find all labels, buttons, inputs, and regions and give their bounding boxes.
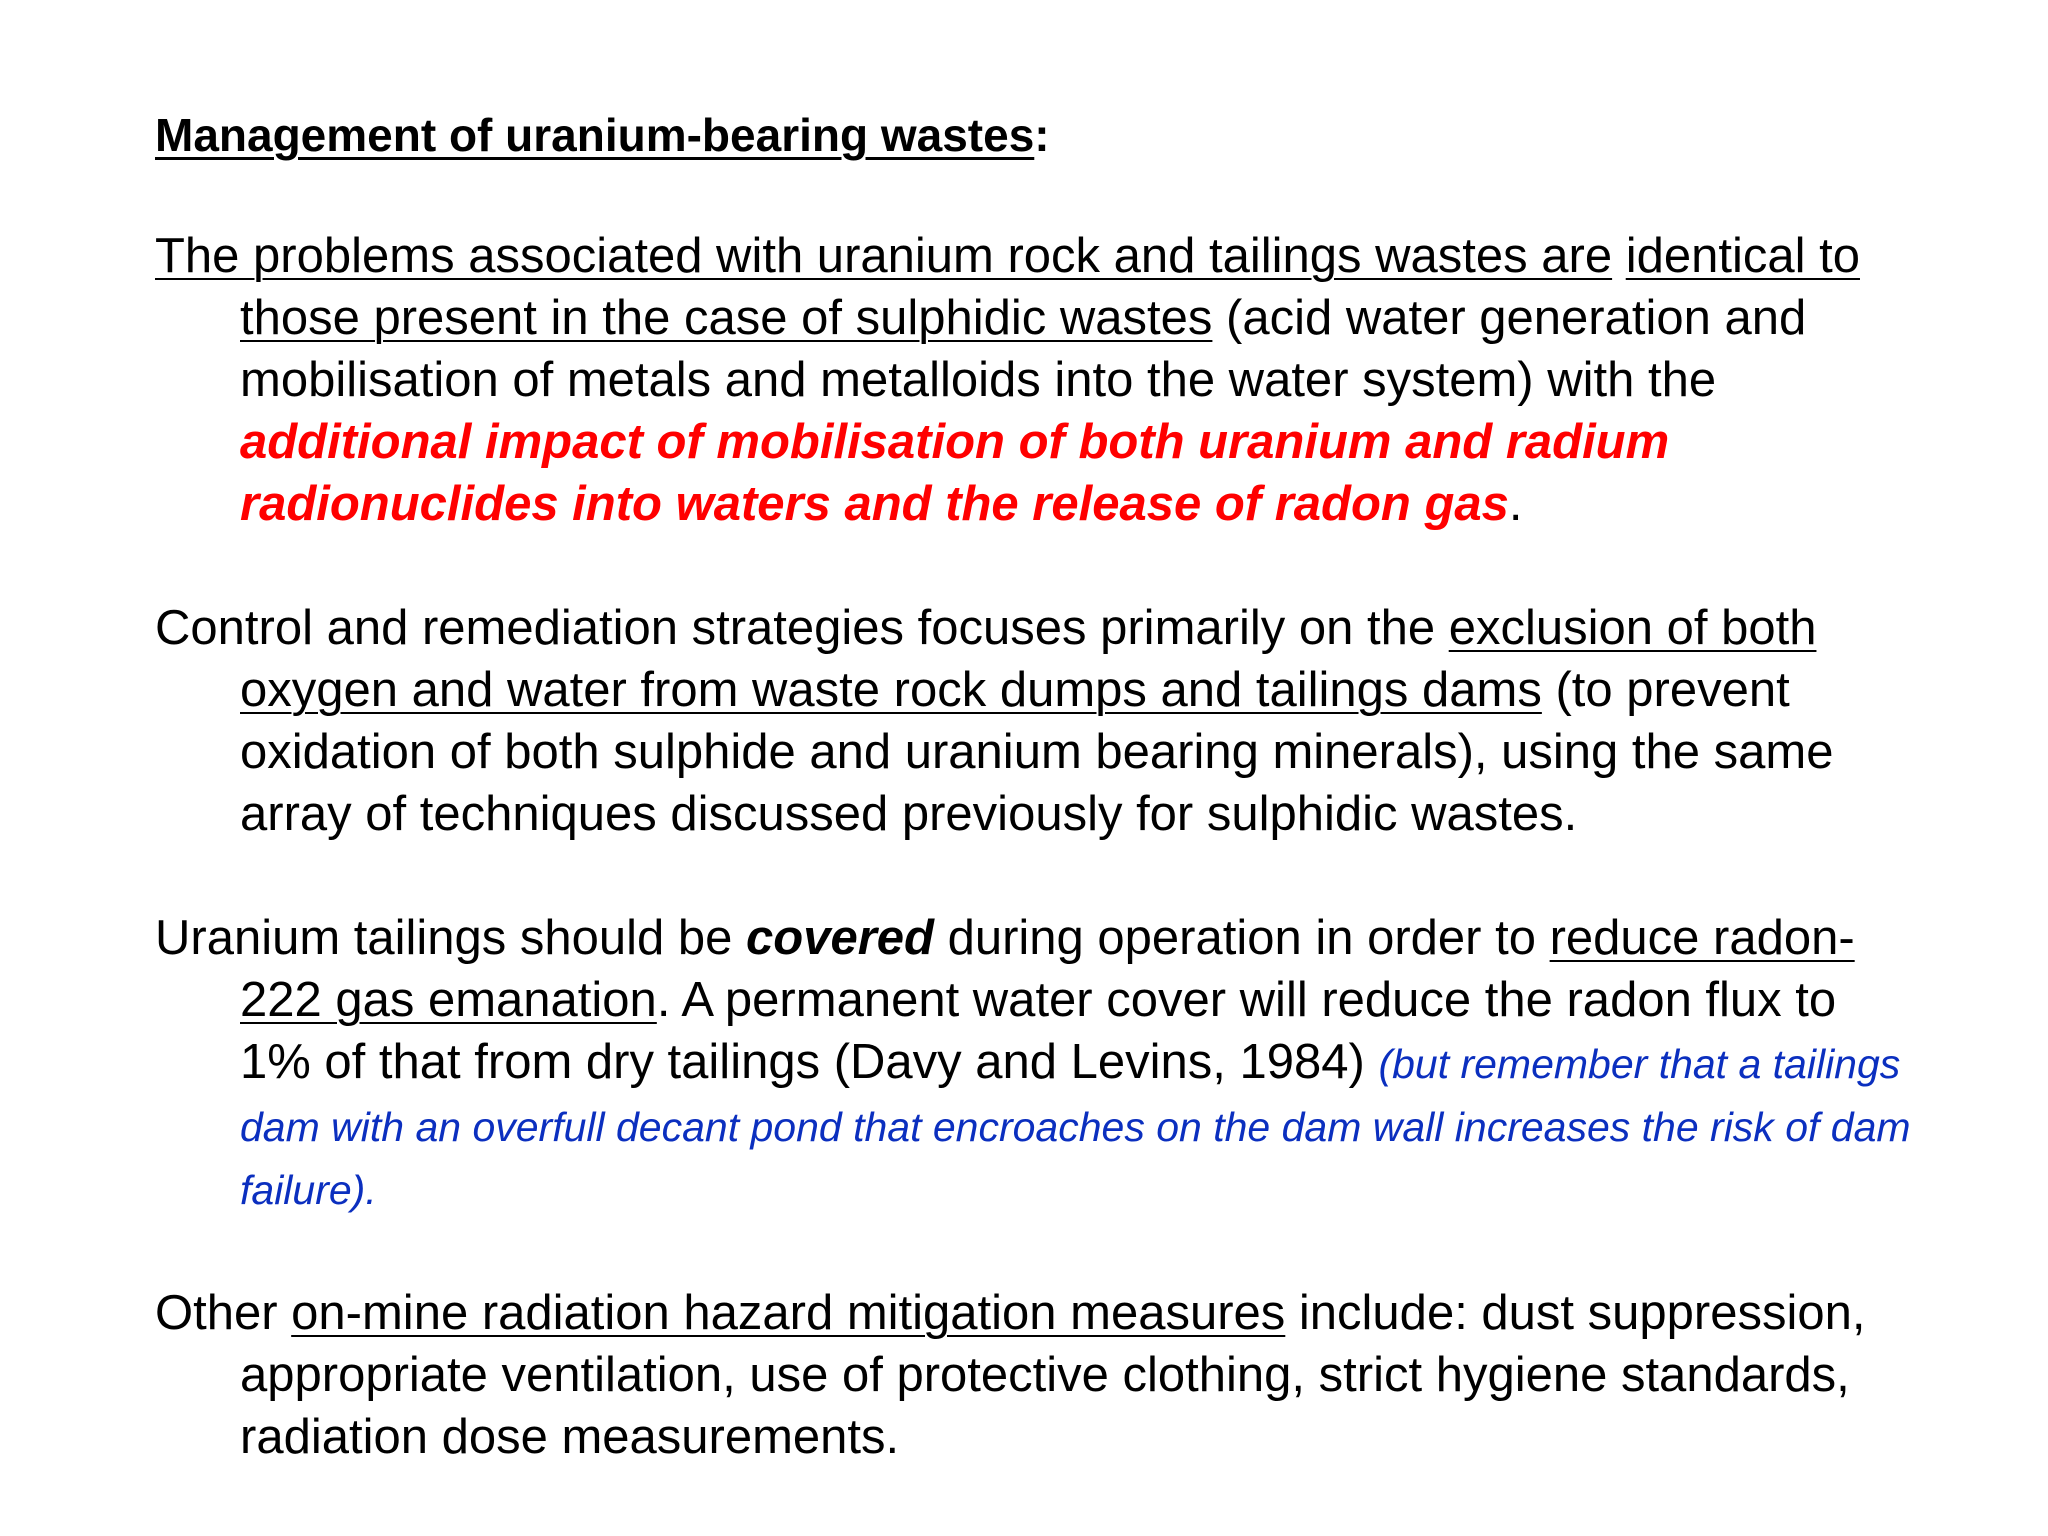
control-underline: exclusion of both oxygen and water from waste rock dumps and tailings dams	[240, 601, 1817, 717]
problems-underline-1: The problems associated with uranium rock and tailings wastes are	[155, 229, 1613, 283]
paragraph-tailings	[155, 907, 1915, 1220]
problems-text-1: (acid water generation and mobilisation of metals and metalloids into the water system) with the	[240, 291, 1807, 407]
slide-title	[155, 105, 1915, 165]
paragraph-problems	[155, 225, 1915, 535]
other-underline: on-mine radiation hazard mitigation measures	[291, 1286, 1286, 1340]
tailings-blue-note: (but remember that a tailings dam with an overfull decant pond that encroaches on the dam wall increases the risk of dam failure).	[240, 1041, 1911, 1213]
paragraph-control	[155, 597, 1915, 845]
slide-content	[155, 105, 1915, 1468]
title-text: Management of uranium-bearing wastes	[155, 109, 1035, 161]
other-text-1: Other	[155, 1286, 292, 1340]
problems-text-2: .	[1508, 477, 1523, 531]
tailings-text-2: during operation in order to	[933, 911, 1550, 965]
problems-space	[1612, 229, 1626, 283]
control-text-1: Control and remediation strategies focuses primarily on the	[155, 601, 1449, 655]
problems-red-emphasis: additional impact of mobilisation of both uranium and radium radionuclides into waters and the release of radon gas	[240, 415, 1670, 531]
tailings-text-1: Uranium tailings should be	[155, 911, 747, 965]
tailings-text-3: . A permanent water cover will reduce the radon flux to 1% of that from dry tailings (Davy and Levins, 1984)	[240, 973, 1837, 1089]
tailings-underline: reduce radon-222 gas emanation	[240, 911, 1855, 1027]
problems-underline-2: identical to those present in the case of sulphidic wastes	[240, 229, 1860, 345]
other-text-2: include: dust suppression, appropriate ventilation, use of protective clothing, strict hygiene standards, radiation dose measurements.	[240, 1286, 1866, 1464]
control-text-2: (to prevent oxidation of both sulphide and uranium bearing minerals), using the same array of techniques discussed previously for sulphidic wastes.	[240, 663, 1834, 841]
tailings-bold-italic: covered	[746, 911, 934, 965]
paragraph-other	[155, 1282, 1915, 1468]
title-colon: :	[1034, 109, 1050, 161]
